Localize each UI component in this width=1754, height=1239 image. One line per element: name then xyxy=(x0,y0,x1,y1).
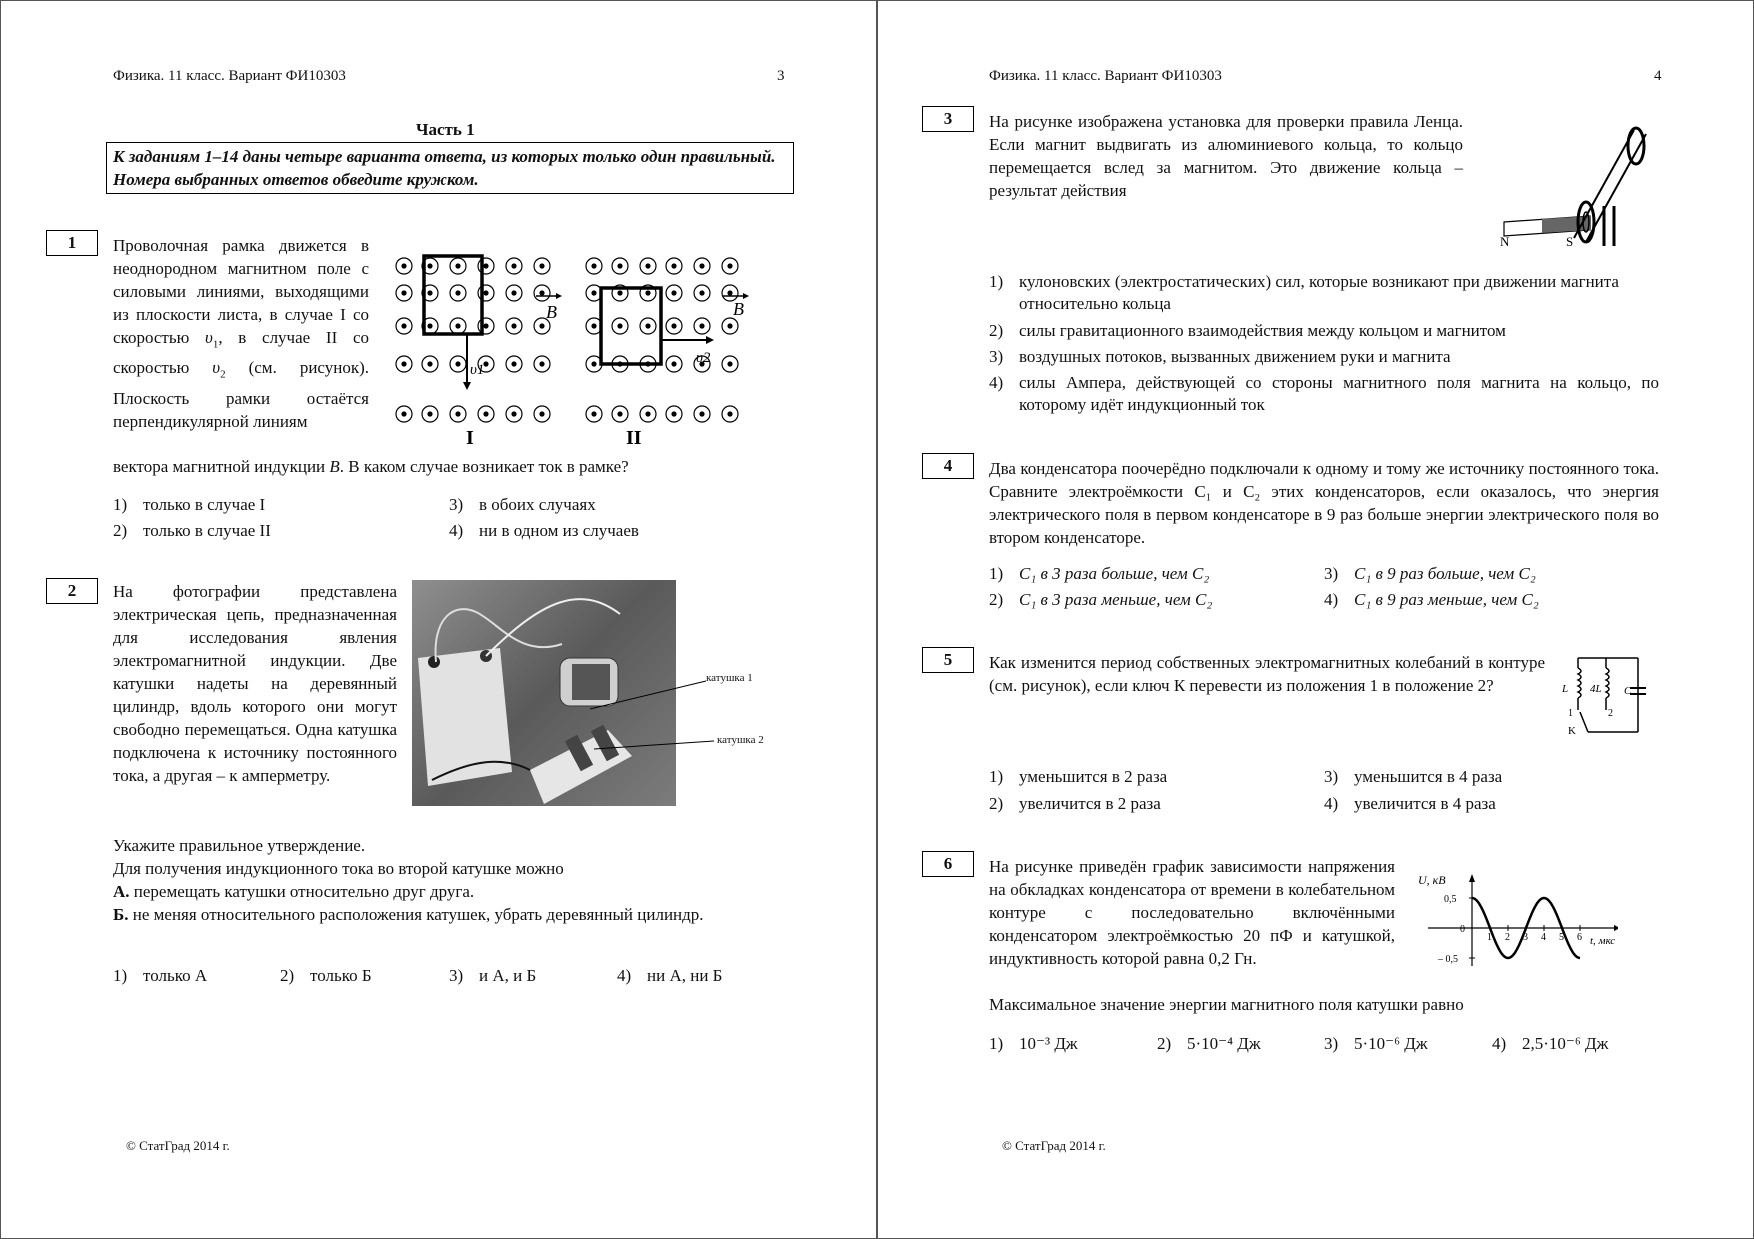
q4-option-3[interactable]: 3) C₁ в 9 раз больше, чем C₂ xyxy=(1324,564,1536,583)
field-line-dot xyxy=(617,290,622,295)
field-line-dot xyxy=(617,323,622,328)
field-line-dot xyxy=(511,263,516,268)
field-line-dot xyxy=(727,263,732,268)
question-number: 4 xyxy=(922,453,974,479)
q6-option-4[interactable]: 4) 2,5·10⁻⁶ Дж xyxy=(1492,1034,1609,1053)
x-tick-label: 6 xyxy=(1577,932,1582,943)
page-header: Физика. 11 класс. Вариант ФИ10303 xyxy=(989,68,1222,84)
field-line-dot xyxy=(727,290,732,295)
q5-oscillating-circuit-figure xyxy=(1558,652,1654,736)
q1-text-end: вектора магнитной индукции B. В каком случае возникает ток в рамке? xyxy=(113,457,629,476)
field-line-dot xyxy=(699,290,704,295)
field-line-dot xyxy=(671,361,676,366)
field-line-dot xyxy=(645,323,650,328)
q1-text-part: Проволочная рамка движется в неоднородном магнитном поле с силовыми линиями, выходящими из плоскости листа, в случае I со скоростью $\upsilon_1$, в случае II со скоростью $\upsilon_2$ (см. рисунок). Плоскость рамки остаётся перпендикулярной линиям xyxy=(113,236,370,431)
q1-option-4[interactable]: 4) ни в одном из случаев xyxy=(449,521,639,540)
x-tick-label: 2 xyxy=(1505,932,1510,943)
q1-option-2[interactable]: 2) только в случае II xyxy=(113,521,271,540)
q2-option-2[interactable]: 2) только Б xyxy=(280,966,372,985)
switch-position-1: 1 xyxy=(1568,708,1573,719)
field-line-dot xyxy=(401,361,406,366)
field-line-dot xyxy=(591,361,596,366)
q2-text: На фотографии представлена электрическая цепь, предназначенная для исследования явления электромагнитной индукции. Две катушки надеты на деревянный цилиндр, вдоль которого они могут свободно перемещаться. Одна катушка подключена к источнику постоянного тока, а другая – к амперметру. xyxy=(113,582,397,785)
x-tick-label: 1 xyxy=(1487,932,1492,943)
v1-label: υ1 xyxy=(470,362,485,378)
field-line-dot xyxy=(727,411,732,416)
q3-text: На рисунке изображена установка для проверки правила Ленца. Если магнит выдвигать из алюминиевого кольца, то кольцо перемещается вслед за магнитом. Это движение кольца – результат действия xyxy=(989,112,1463,200)
field-line-dot xyxy=(427,361,432,366)
field-line-dot xyxy=(617,263,622,268)
part-title: Часть 1 xyxy=(416,120,475,139)
field-line-dot xyxy=(539,361,544,366)
field-line-dot xyxy=(671,323,676,328)
q2-lead: Для получения индукционного тока во второй катушке можно xyxy=(113,859,564,878)
x-tick-label: 5 xyxy=(1559,932,1564,943)
q6-voltage-chart xyxy=(1418,870,1618,970)
instruction-box: К заданиям 1–14 даны четыре варианта ответа, из которых только один правильный. Номера выбранных ответов обведите кружком. xyxy=(106,142,794,194)
field-line-dot xyxy=(645,411,650,416)
q4-option-4[interactable]: 4) C₁ в 9 раз меньше, чем C₂ xyxy=(1324,590,1539,609)
inductor-4L-label: 4L xyxy=(1590,683,1602,695)
q5-text: Как изменится период собственных электромагнитных колебаний в контуре (см. рисунок), если ключ К перевести из положения 1 в положение 2? xyxy=(989,653,1545,695)
field-line-dot xyxy=(671,411,676,416)
field-line-dot xyxy=(427,411,432,416)
field-line-dot xyxy=(539,263,544,268)
question-number: 2 xyxy=(46,578,98,604)
north-pole-label: N xyxy=(1500,234,1510,249)
field-line-dot xyxy=(427,263,432,268)
field-line-dot xyxy=(591,290,596,295)
q2-statement-b: Б. не меняя относительного расположения катушек, убрать деревянный цилиндр. xyxy=(113,905,704,924)
y-tick-label: 0 xyxy=(1460,924,1465,935)
q2-option-1[interactable]: 1) только А xyxy=(113,966,208,985)
field-line-dot xyxy=(427,290,432,295)
q2-option-4[interactable]: 4) ни А, ни Б xyxy=(617,966,723,985)
field-line-dot xyxy=(699,323,704,328)
q1-option-3[interactable]: 3) в обоих случаях xyxy=(449,495,596,514)
q2-statement-a: А. перемещать катушки относительно друг друга. xyxy=(113,882,475,901)
q3-option-2[interactable]: 2) силы гравитационного взаимодействия между кольцом и магнитом xyxy=(989,321,1506,340)
field-line-dot xyxy=(671,290,676,295)
copyright-footer: © СтатГрад 2014 г. xyxy=(126,1138,230,1153)
field-line-dot xyxy=(401,323,406,328)
coil-2-label: катушка 2 xyxy=(717,734,764,746)
q3-option-3[interactable]: 3) воздушных потоков, вызванных движением руки и магнита xyxy=(989,347,1451,366)
frame-case-1 xyxy=(424,256,482,334)
q2-option-3[interactable]: 3) и А, и Б xyxy=(449,966,537,985)
page-number: 3 xyxy=(777,68,785,84)
south-pole-label: S xyxy=(1566,234,1574,249)
page-header: Физика. 11 класс. Вариант ФИ10303 xyxy=(113,68,346,84)
y-axis-label: U, кВ xyxy=(1418,873,1446,887)
inductor-L-label: L xyxy=(1562,683,1569,695)
q4-option-2[interactable]: 2) C₁ в 3 раза меньше, чем C₂ xyxy=(989,590,1213,609)
case-2-label: II xyxy=(626,427,642,448)
q6-option-2[interactable]: 2) 5·10⁻⁴ Дж xyxy=(1157,1034,1261,1053)
field-line-dot xyxy=(455,411,460,416)
q1-option-1[interactable]: 1) только в случае I xyxy=(113,495,266,514)
field-line-dot xyxy=(427,323,432,328)
coil-1-label: катушка 1 xyxy=(706,672,753,684)
q5-option-4[interactable]: 4) увеличится в 4 раза xyxy=(1324,794,1496,813)
field-line-dot xyxy=(645,263,650,268)
q1-magnetic-field-figure xyxy=(388,248,758,448)
field-line-dot xyxy=(727,361,732,366)
question-number: 5 xyxy=(922,647,974,673)
field-line-dot xyxy=(483,263,488,268)
field-line-dot xyxy=(645,290,650,295)
switch-position-2: 2 xyxy=(1608,708,1613,719)
field-line-dot xyxy=(511,290,516,295)
page-4 xyxy=(878,0,1754,1239)
field-label-2: B xyxy=(733,299,744,319)
field-line-dot xyxy=(483,411,488,416)
x-axis-label: t, мкс xyxy=(1590,935,1616,947)
q3-lenz-apparatus-figure xyxy=(1498,118,1648,252)
y-tick-label: 0,5 xyxy=(1444,894,1457,905)
field-line-dot xyxy=(455,290,460,295)
page-number: 4 xyxy=(1654,68,1662,84)
field-line-dot xyxy=(401,290,406,295)
q6-option-1[interactable]: 1) 10⁻³ Дж xyxy=(989,1034,1078,1053)
field-line-dot xyxy=(455,361,460,366)
field-line-dot xyxy=(511,323,516,328)
field-line-dot xyxy=(727,323,732,328)
field-line-dot xyxy=(591,323,596,328)
x-tick-label: 3 xyxy=(1523,932,1528,943)
field-line-dot xyxy=(591,263,596,268)
field-line-dot xyxy=(511,361,516,366)
field-line-dot xyxy=(455,263,460,268)
field-line-dot xyxy=(455,323,460,328)
field-line-dot xyxy=(511,411,516,416)
v2-label: υ2 xyxy=(696,350,711,366)
q2-statement: Укажите правильное утверждение. xyxy=(113,836,366,855)
field-line-dot xyxy=(591,411,596,416)
question-number: 6 xyxy=(922,851,974,877)
case-1-label: I xyxy=(466,427,474,448)
field-line-dot xyxy=(539,290,544,295)
field-line-dot xyxy=(539,323,544,328)
field-line-dot xyxy=(483,290,488,295)
q4-option-1[interactable]: 1) C₁ в 3 раза больше, чем C₂ xyxy=(989,564,1210,583)
q4-text: Два конденсатора поочерёдно подключали к одному и тому же источнику постоянного тока. Сравните электроёмкости C₁ и C₂ этих конденсаторов, если оказалось, что энергия электрического поля в первом конденсаторе в 9 раз больше энергии электрического поля во втором конденсаторе. xyxy=(989,459,1659,547)
field-line-dot xyxy=(483,323,488,328)
q3-option-4[interactable]: 4) силы Ампера, действующей со стороны магнитного поля магнита на кольцо, по которому идёт индукционный ток xyxy=(989,373,1659,414)
field-line-dot xyxy=(671,263,676,268)
x-tick-label: 4 xyxy=(1541,932,1546,943)
question-number: 1 xyxy=(46,230,98,256)
field-line-dot xyxy=(401,411,406,416)
field-line-dot xyxy=(617,411,622,416)
q6-option-3[interactable]: 3) 5·10⁻⁶ Дж xyxy=(1324,1034,1428,1053)
q5-option-3[interactable]: 3) уменьшится в 4 раза xyxy=(1324,767,1503,786)
q6-text-end: Максимальное значение энергии магнитного поля катушки равно xyxy=(989,995,1464,1014)
y-tick-label: – 0,5 xyxy=(1438,954,1458,965)
field-line-dot xyxy=(699,263,704,268)
switch-label: K xyxy=(1568,725,1576,736)
copyright-footer: © СтатГрад 2014 г. xyxy=(1002,1138,1106,1153)
field-line-dot xyxy=(401,263,406,268)
q6-text-part: На рисунке приведён график зависимости напряжения на обкладках конденсатора от времени в колебательном контуре с последовательно включёнными конденсатором электроёмкостью 20 пФ и катушкой, индуктивность которой равна 0,2 Гн. xyxy=(989,857,1395,968)
capacitor-label: C xyxy=(1624,685,1632,697)
field-label-1: B xyxy=(546,302,557,322)
field-line-dot xyxy=(539,411,544,416)
question-number: 3 xyxy=(922,106,974,132)
q3-option-1[interactable]: 1) кулоновских (электростатических) сил, которые возникают при движении магнита относительно кольца xyxy=(989,272,1619,313)
q5-option-2[interactable]: 2) увеличится в 2 раза xyxy=(989,794,1161,813)
field-line-dot xyxy=(699,411,704,416)
q5-option-1[interactable]: 1) уменьшится в 2 раза xyxy=(989,767,1168,786)
page-3 xyxy=(0,0,876,1239)
